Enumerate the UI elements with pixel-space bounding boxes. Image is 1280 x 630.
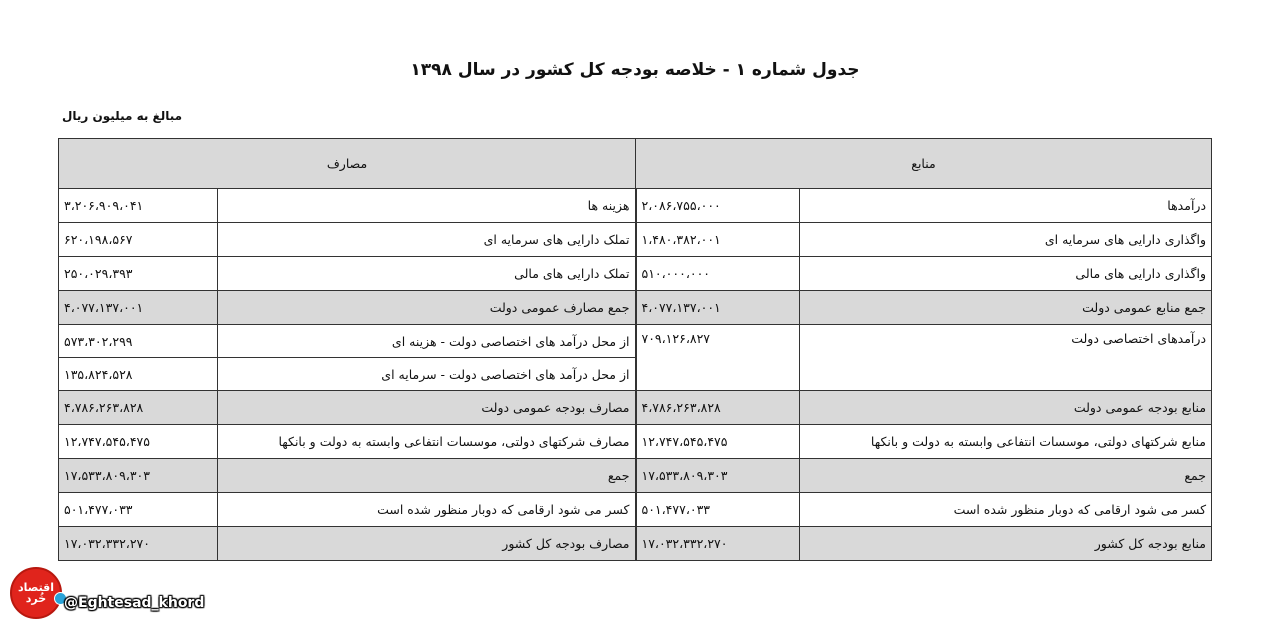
expense-label: هزینه ها	[218, 189, 636, 223]
source-label: جمع منابع عمومی دولت	[800, 291, 1212, 325]
source-label: واگذاری دارایی های سرمایه ای	[800, 223, 1212, 257]
expense-label: از محل درآمد های اختصاصی دولت - سرمایه ای	[218, 358, 636, 391]
source-label: منابع شرکتهای دولتی، موسسات انتفاعی وابسته به دولت و بانکها	[800, 425, 1212, 459]
source-value: ۱،۴۸۰،۳۸۲،۰۰۱	[636, 223, 800, 257]
expense-value: ۵۷۳،۳۰۲،۲۹۹	[59, 325, 218, 358]
expense-value: ۲۵۰،۰۲۹،۳۹۳	[59, 257, 218, 291]
expense-value: ۱۷،۵۳۳،۸۰۹،۳۰۳	[59, 459, 218, 493]
expense-value: ۴،۰۷۷،۱۳۷،۰۰۱	[59, 291, 218, 325]
expense-label: مصارف بودجه عمومی دولت	[218, 391, 636, 425]
expense-value: ۴،۷۸۶،۲۶۳،۸۲۸	[59, 391, 218, 425]
expense-label: تملک دارایی های سرمایه ای	[218, 223, 636, 257]
source-value: ۵۱۰،۰۰۰،۰۰۰	[636, 257, 800, 291]
expense-label: مصارف بودجه کل کشور	[218, 527, 636, 561]
source-value: ۱۷،۰۳۲،۳۳۲،۲۷۰	[636, 527, 800, 561]
expense-label: جمع	[218, 459, 636, 493]
expense-label: تملک دارایی های مالی	[218, 257, 636, 291]
expense-value: ۱۳۵،۸۲۴،۵۲۸	[59, 358, 218, 391]
table-row	[59, 425, 1212, 459]
expense-value: ۵۰۱،۴۷۷،۰۳۳	[59, 493, 218, 527]
logo-text-line1: اقتصاد	[17, 581, 55, 594]
source-value: ۱۲،۷۴۷،۵۴۵،۴۷۵	[636, 425, 800, 459]
expenses-header: مصارف	[59, 139, 636, 189]
source-value: ۷۰۹،۱۲۶،۸۲۷	[636, 325, 800, 391]
expense-label: جمع مصارف عمومی دولت	[218, 291, 636, 325]
table-header-row	[59, 139, 1212, 189]
source-label: منابع بودجه کل کشور	[800, 527, 1212, 561]
table-row-total	[59, 391, 1212, 425]
budget-summary-table	[58, 138, 1212, 561]
source-value: ۴،۰۷۷،۱۳۷،۰۰۱	[636, 291, 800, 325]
expense-label: از محل درآمد های اختصاصی دولت - هزینه ای	[218, 325, 636, 358]
expense-value: ۶۲۰،۱۹۸،۵۶۷	[59, 223, 218, 257]
source-label: کسر می شود ارقامی که دوبار منظور شده است	[800, 493, 1212, 527]
expense-label: مصارف شرکتهای دولتی، موسسات انتفاعی وابسته به دولت و بانکها	[218, 425, 636, 459]
source-value: ۴،۷۸۶،۲۶۳،۸۲۸	[636, 391, 800, 425]
table-row-total	[59, 291, 1212, 325]
source-value: ۲،۰۸۶،۷۵۵،۰۰۰	[636, 189, 800, 223]
logo-text-line2: خُرد	[25, 592, 47, 605]
source-label: جمع	[800, 459, 1212, 493]
source-value: ۵۰۱،۴۷۷،۰۳۳	[636, 493, 800, 527]
table-row	[59, 325, 1212, 358]
table-row	[59, 223, 1212, 257]
table-row-total	[59, 527, 1212, 561]
table-row	[59, 493, 1212, 527]
table-row	[59, 189, 1212, 223]
brand-logo	[10, 567, 62, 619]
page-title: جدول شماره ۱ - خلاصه بودجه کل کشور در سال ۱۳۹۸	[410, 60, 860, 80]
expense-value: ۱۷،۰۳۲،۳۳۲،۲۷۰	[59, 527, 218, 561]
source-label: منابع بودجه عمومی دولت	[800, 391, 1212, 425]
watermark-handle: @Eghtesad_khord	[64, 595, 205, 611]
unit-note: مبالغ به میلیون ریال	[62, 109, 183, 123]
source-label: درآمدها	[800, 189, 1212, 223]
table-row	[59, 257, 1212, 291]
table-row-total	[59, 459, 1212, 493]
expense-label: کسر می شود ارقامی که دوبار منظور شده است	[218, 493, 636, 527]
expense-value: ۳،۲۰۶،۹۰۹،۰۴۱	[59, 189, 218, 223]
source-value: ۱۷،۵۳۳،۸۰۹،۳۰۳	[636, 459, 800, 493]
source-label: واگذاری دارایی های مالی	[800, 257, 1212, 291]
source-label: درآمدهای اختصاصی دولت	[800, 325, 1212, 391]
sources-header: منابع	[636, 139, 1212, 189]
expense-value: ۱۲،۷۴۷،۵۴۵،۴۷۵	[59, 425, 218, 459]
